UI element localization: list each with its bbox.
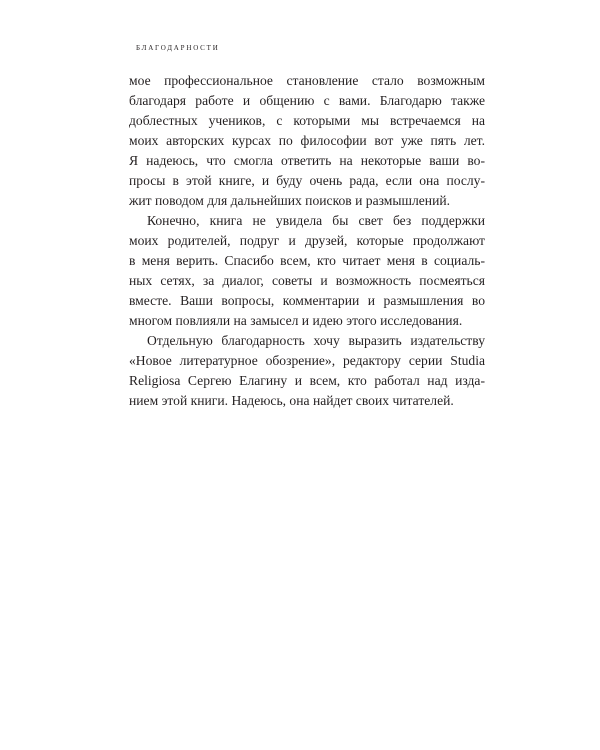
body-text	[129, 71, 485, 411]
text-line: моих авторских курсах по философии вот уже пять лет.	[129, 133, 485, 148]
text-line: жит поводом для дальнейших поисков и размышлений.	[129, 193, 451, 208]
text-line: Я надеюсь, что смогла ответить на некоторые ваши во-	[129, 153, 485, 168]
text-line: многом повлияли на замысел и идею этого исследования.	[129, 313, 463, 328]
text-line: ных сетях, за диалог, советы и возможность посмеяться	[129, 273, 485, 288]
running-head: БЛАГОДАРНОСТИ	[136, 44, 220, 52]
text-line: вместе. Ваши вопросы, комментарии и размышления во	[129, 293, 485, 308]
text-line: в меня верить. Спасибо всем, кто читает меня в социаль-	[129, 253, 485, 268]
paragraph	[129, 211, 485, 331]
text-line: Отдельную благодарность хочу выразить издательству	[147, 333, 485, 348]
text-line: просы в этой книге, и буду очень рада, если она послу-	[129, 173, 485, 188]
paragraph	[129, 331, 485, 411]
text-line: нием этой книги. Надеюсь, она найдет своих читателей.	[129, 393, 454, 408]
text-line: «Новое литературное обозрение», редактору серии Studia	[129, 353, 485, 368]
text-line: мое профессиональное становление стало возможным	[129, 73, 485, 88]
text-line: Конечно, книга не увидела бы свет без поддержки	[147, 213, 485, 228]
text-line: доблестных учеников, с которыми мы встречаемся на	[129, 113, 485, 128]
paragraph	[129, 71, 485, 211]
text-line: Religiosa Сергею Елагину и всем, кто работал над изда-	[129, 373, 485, 388]
text-line: моих родителей, подруг и друзей, которые продолжают	[129, 233, 485, 248]
text-line: благодаря работе и общению с вами. Благодарю также	[129, 93, 485, 108]
